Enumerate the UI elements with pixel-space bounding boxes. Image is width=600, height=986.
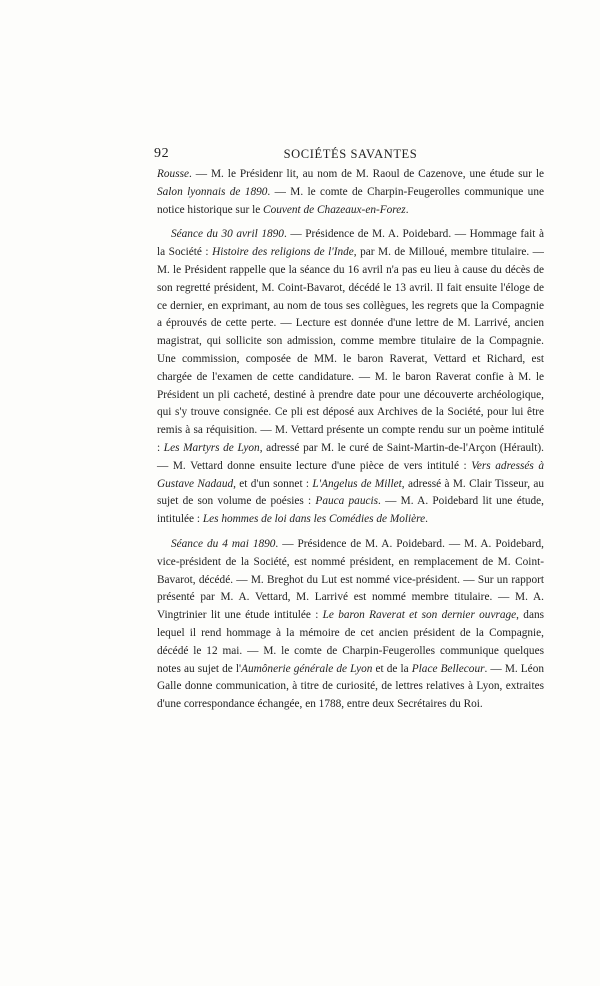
body-text: . — Présidence de M. A. Poidebard. — Hommage fait à la Société : — [157, 228, 544, 259]
body-text: et de la — [372, 662, 412, 675]
italic-title-text: L'Angelus de Millet — [312, 477, 402, 490]
running-header — [154, 146, 544, 166]
italic-title-text: Séance du 30 avril 1890 — [171, 228, 284, 241]
italic-title-text: Couvent de Chazeaux-en-Forez — [263, 203, 406, 216]
paragraph-continuation — [157, 166, 544, 219]
italic-title-text: Rousse — [157, 168, 190, 180]
body-text: , adressé par M. le curé de Saint-Martin-de-l'Arçon (Hérault). — M. Vettard donne ensuite lecture d'une pièce de vers intitulé : — [157, 441, 544, 472]
italic-title-text: Séance du 4 mai 1890 — [171, 537, 276, 550]
body-text: . — M. le comte de Charpin-Feugerolles communique une notice historique sur le — [157, 185, 544, 216]
body-text: . — M. le Présidenr lit, au nom de M. Raoul de Cazenove, une étude sur le — [189, 168, 544, 180]
italic-title-text: Salon lyonnais de 1890 — [157, 185, 268, 198]
italic-title-text: Pauca paucis — [315, 495, 379, 508]
body-text: . — [425, 513, 428, 526]
body-text: , et d'un sonnet : — [233, 477, 313, 490]
italic-title-text: Aumônerie générale de Lyon — [241, 662, 373, 675]
body-text: . — [405, 203, 409, 216]
paragraph-seance-30-avril — [157, 226, 544, 529]
italic-title-text: Place Bellecour — [411, 662, 485, 675]
italic-title-text: Les Martyrs de Lyon — [163, 441, 260, 454]
body-text: . — Présidence de M. A. Poidebard. — M. A. Poidebard, vice-président de la Société, est nommé président, en remplacement de M. Coint-Bavarot, décédé. — M. Breghot du Lut est nommé vice-président. — Sur un rapport présenté par M. A. Vettard, M. Larrivé est nommé membre titulaire. — M. A. Vingtrinier lit une étude intitulée : — [157, 537, 544, 622]
running-title: SOCIÉTÉS SAVANTES — [283, 147, 418, 161]
page-body — [154, 146, 545, 714]
italic-title-text: Histoire des religions de l'Inde — [212, 246, 354, 259]
italic-title-text: Vers adressés à Gustave Nadaud — [157, 459, 544, 490]
body-text: . — M. Léon Galle donne communication, à titre de curiosité, de lettres relatives à Lyon, extraites d'une correspondance échangée, en 1788, entre deux Secrétaires du Roi. — [157, 662, 544, 711]
italic-title-text: Le baron Raverat et son dernier ouvrage — [322, 609, 517, 622]
page-number: 92 — [154, 146, 170, 161]
body-text: . — M. A. Poidebard lit une étude, intitulée : — [157, 495, 544, 526]
italic-title-text: Les hommes de loi dans les Comédies de Molière — [202, 513, 426, 526]
body-text: , adressé à M. Clair Tisseur, au sujet de son volume de poésies : — [157, 477, 545, 508]
paragraph-seance-4-mai — [157, 536, 544, 714]
body-text: , dans lequel il rend hommage à la mémoire de cet ancien président de la Compagnie, décédé le 12 mai. — M. le comte de Charpin-Feugerolles communique quelques notes au sujet de l' — [157, 609, 544, 675]
body-text: , par M. de Milloué, membre titulaire. — M. le Président rappelle que la séance du 16 avril n'a pas eu lieu à cause du décès de son regretté président, M. Coint-Bavarot, décédé le 13 avril. Il fait ensuite l'éloge de ce dernier, en exprimant, au nom de tous ses collègues, les regrets que la Compagnie a éprouvés de cette perte. — Lecture est donnée d'une lettre de M. Larrivé, ancien magistrat, qui sollicite son admission, comme membre titulaire de la Compagnie. Une commission, composée de MM. le baron Raverat, Vettard et Richard, est chargée de l'examen de cette candidature. — M. le baron Raverat confie à M. le Président un pli cacheté, destiné à prendre date pour une découverte archéologique, qui s'y trouve consignée. Ce pli est déposé aux Archives de la Société, pour lui être remis à sa réquisition. — M. Vettard présente un compte rendu sur un poème intitulé : — [157, 246, 544, 454]
